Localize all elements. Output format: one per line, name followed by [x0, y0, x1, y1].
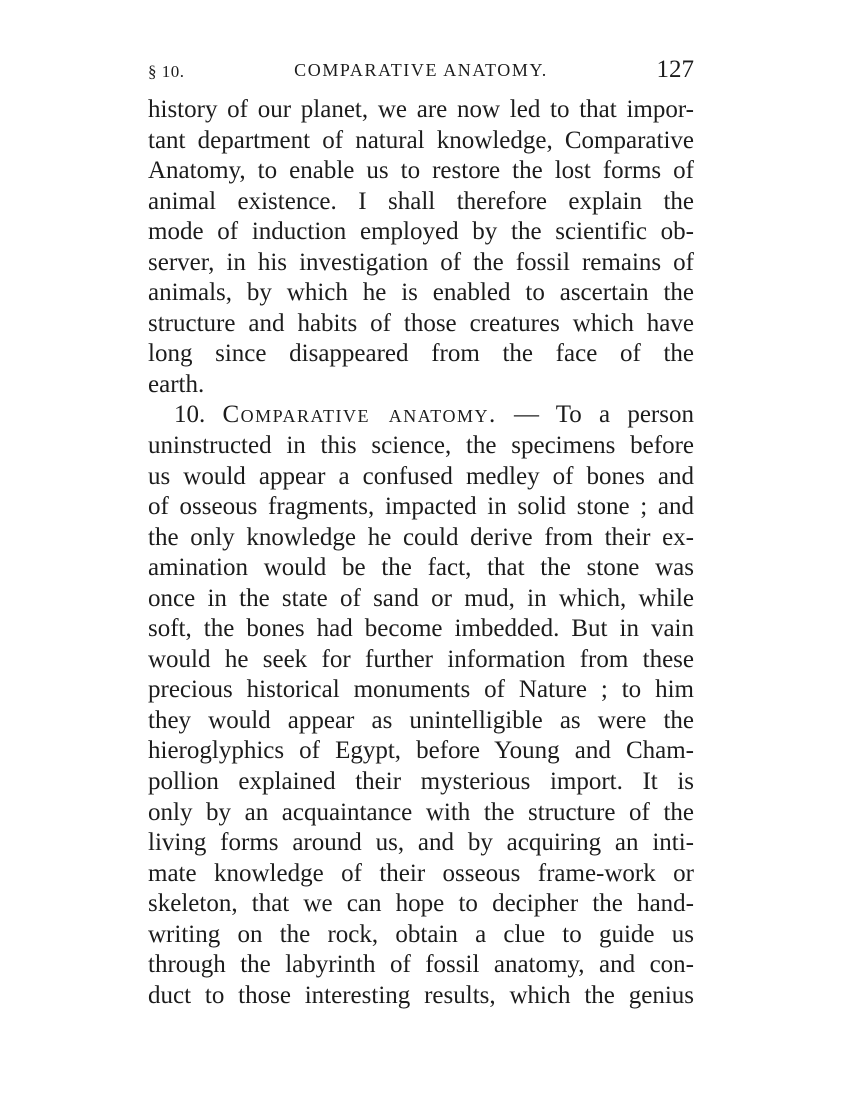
text-line: hieroglyphics of Egypt, before Young and Cham- [148, 737, 694, 765]
em-dash: — [496, 401, 556, 429]
text-line: mode of induction employed by the scientific ob- [148, 218, 694, 246]
text-line: soft, the bones had become imbedded. But in vain [148, 615, 694, 643]
text-line: the only knowledge he could derive from their ex- [148, 523, 694, 551]
text-line: mate knowledge of their osseous frame-work or [148, 859, 694, 887]
text-line: skeleton, that we can hope to decipher the hand- [148, 890, 694, 918]
page-number: 127 [656, 56, 694, 83]
text-line: only by an acquaintance with the structure of the [148, 798, 694, 826]
text-line: earth. [148, 370, 205, 398]
text-line: us would appear a confused medley of bones and [148, 462, 694, 490]
text-line: of osseous fragments, impacted in solid stone ; and [148, 493, 694, 521]
paragraph-section-10 [148, 400, 694, 1011]
text-line: duct to those interesting results, which the genius [148, 981, 694, 1009]
text-line: tant department of natural knowledge, Comparative [148, 126, 694, 154]
body-text [148, 95, 694, 1011]
text-line: history of our planet, we are now led to that impor- [148, 96, 694, 123]
text-line: pollion explained their mysterious import. It is [148, 768, 694, 796]
text-line: through the labyrinth of fossil anatomy, and con- [148, 951, 694, 979]
paragraph-first-line [148, 400, 694, 431]
section-heading: Comparative anatomy. [222, 401, 497, 429]
text-line: would he seek for further information from these [148, 645, 694, 673]
text-line: precious historical monuments of Nature ; to him [148, 676, 694, 704]
text-line: Anatomy, to enable us to restore the lost forms of [148, 157, 694, 185]
text-line: server, in his investigation of the fossil remains of [148, 248, 694, 276]
first-line-text: To a person [555, 401, 694, 429]
section-number: § 10. [148, 62, 185, 81]
text-line: long since disappeared from the face of the [148, 340, 694, 368]
text-line: structure and habits of those creatures which have [148, 309, 694, 337]
text-line: writing on the rock, obtain a clue to guide us [148, 920, 694, 948]
text-line: once in the state of sand or mud, in which, while [148, 584, 694, 612]
text-line: animals, by which he is enabled to ascertain the [148, 279, 694, 307]
text-line: they would appear as unintelligible as were the [148, 706, 694, 734]
running-head [148, 58, 694, 88]
paragraph-number: 10. [174, 401, 223, 429]
paragraph-continued [148, 95, 694, 400]
running-title: COMPARATIVE ANATOMY. [294, 60, 548, 80]
text-line: living forms around us, and by acquiring an inti- [148, 829, 694, 857]
text-line: uninstructed in this science, the specimens before [148, 432, 694, 460]
text-line: amination would be the fact, that the stone was [148, 554, 694, 582]
text-line: animal existence. I shall therefore explain the [148, 187, 694, 215]
